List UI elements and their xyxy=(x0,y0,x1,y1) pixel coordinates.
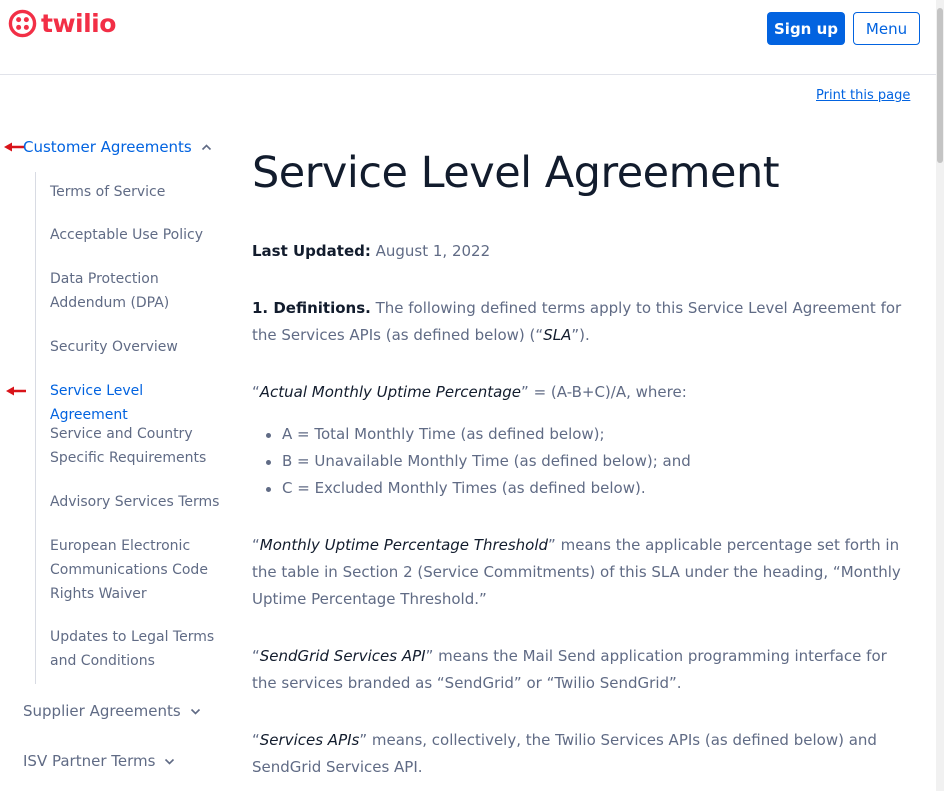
page-title: Service Level Agreement xyxy=(252,148,780,198)
sidebar-section-label: Customer Agreements xyxy=(23,138,192,156)
sidebar-section-customer-agreements[interactable] xyxy=(23,138,212,156)
defined-term: SLA xyxy=(543,326,572,344)
definition-services-apis: “Services APIs” means, collectively, the Twilio Services APIs (as defined below) and SendGrid Services API. xyxy=(252,731,877,776)
defined-term: Services APIs xyxy=(259,731,360,749)
uptime-formula-list xyxy=(264,421,691,502)
last-updated-date: August 1, 2022 xyxy=(370,242,491,260)
sidebar-item-data-protection-addendum[interactable]: Data Protection Addendum (DPA) xyxy=(50,271,170,311)
sidebar-item-updates-legal-terms[interactable]: Updates to Legal Terms and Conditions xyxy=(50,629,215,669)
sidebar-section-label: ISV Partner Terms xyxy=(23,752,156,770)
sidebar-divider xyxy=(35,172,36,684)
scrollbar[interactable] xyxy=(936,0,944,791)
scrollbar-thumb[interactable] xyxy=(937,8,943,163)
sidebar-item-security-overview[interactable]: Security Overview xyxy=(50,339,178,355)
sidebar-section-isv-partner-terms[interactable] xyxy=(23,752,175,770)
sidebar-item-terms-of-service[interactable]: Terms of Service xyxy=(50,184,166,200)
definition-sendgrid-services-api: “SendGrid Services API” means the Mail Send application programming interface for the services branded as “SendGrid” or “Twilio SendGrid”. xyxy=(252,647,887,692)
chevron-up-icon xyxy=(201,142,212,153)
list-item: A = Total Monthly Time (as defined below); xyxy=(264,421,691,448)
twilio-logo[interactable] xyxy=(8,9,116,38)
list-item: B = Unavailable Monthly Time (as defined below); and xyxy=(264,448,691,475)
defined-term: Actual Monthly Uptime Percentage xyxy=(259,383,522,401)
twilio-logo-icon xyxy=(8,9,37,38)
logo-text: twilio xyxy=(41,9,116,38)
red-arrow-icon xyxy=(4,142,24,152)
definition-monthly-uptime-threshold: “Monthly Uptime Percentage Threshold” means the applicable percentage set forth in the table in Section 2 (Service Commitments) of this SLA under the heading, “Monthly Uptime Percentage Threshold.” xyxy=(252,536,901,608)
chevron-down-icon xyxy=(164,756,175,767)
chevron-down-icon xyxy=(190,706,201,717)
sidebar-section-label: Supplier Agreements xyxy=(23,702,181,720)
last-updated-label: Last Updated: xyxy=(252,242,371,260)
last-updated xyxy=(252,238,916,265)
sidebar-item-service-level-agreement[interactable]: Service Level Agreement xyxy=(50,383,144,423)
definitions-heading: 1. Definitions. xyxy=(252,299,371,317)
red-arrow-icon xyxy=(6,386,26,396)
definition-actual-monthly-uptime: “Actual Monthly Uptime Percentage” = (A-B+C)/A, where: xyxy=(252,383,687,401)
sidebar-section-supplier-agreements[interactable] xyxy=(23,702,201,720)
list-item: C = Excluded Monthly Times (as defined below). xyxy=(264,475,691,502)
sidebar-item-advisory-services-terms[interactable]: Advisory Services Terms xyxy=(50,494,220,510)
sidebar-item-acceptable-use-policy[interactable]: Acceptable Use Policy xyxy=(50,227,204,243)
sign-up-button[interactable]: Sign up xyxy=(767,12,845,45)
menu-button[interactable]: Menu xyxy=(853,12,920,45)
defined-term: SendGrid Services API xyxy=(259,647,426,665)
sidebar-item-eecc-rights-waiver[interactable]: European Electronic Communications Code Rights Waiver xyxy=(50,538,208,602)
site-header xyxy=(0,0,944,75)
print-page-link[interactable]: Print this page xyxy=(816,88,911,103)
defined-term: Monthly Uptime Percentage Threshold xyxy=(259,536,549,554)
definitions-intro: 1. Definitions. The following defined terms apply to this Service Level Agreement for the Services APIs (as defined below) (“SLA”). xyxy=(252,299,902,344)
sidebar-item-service-country-requirements[interactable]: Service and Country Specific Requirements xyxy=(50,426,207,466)
